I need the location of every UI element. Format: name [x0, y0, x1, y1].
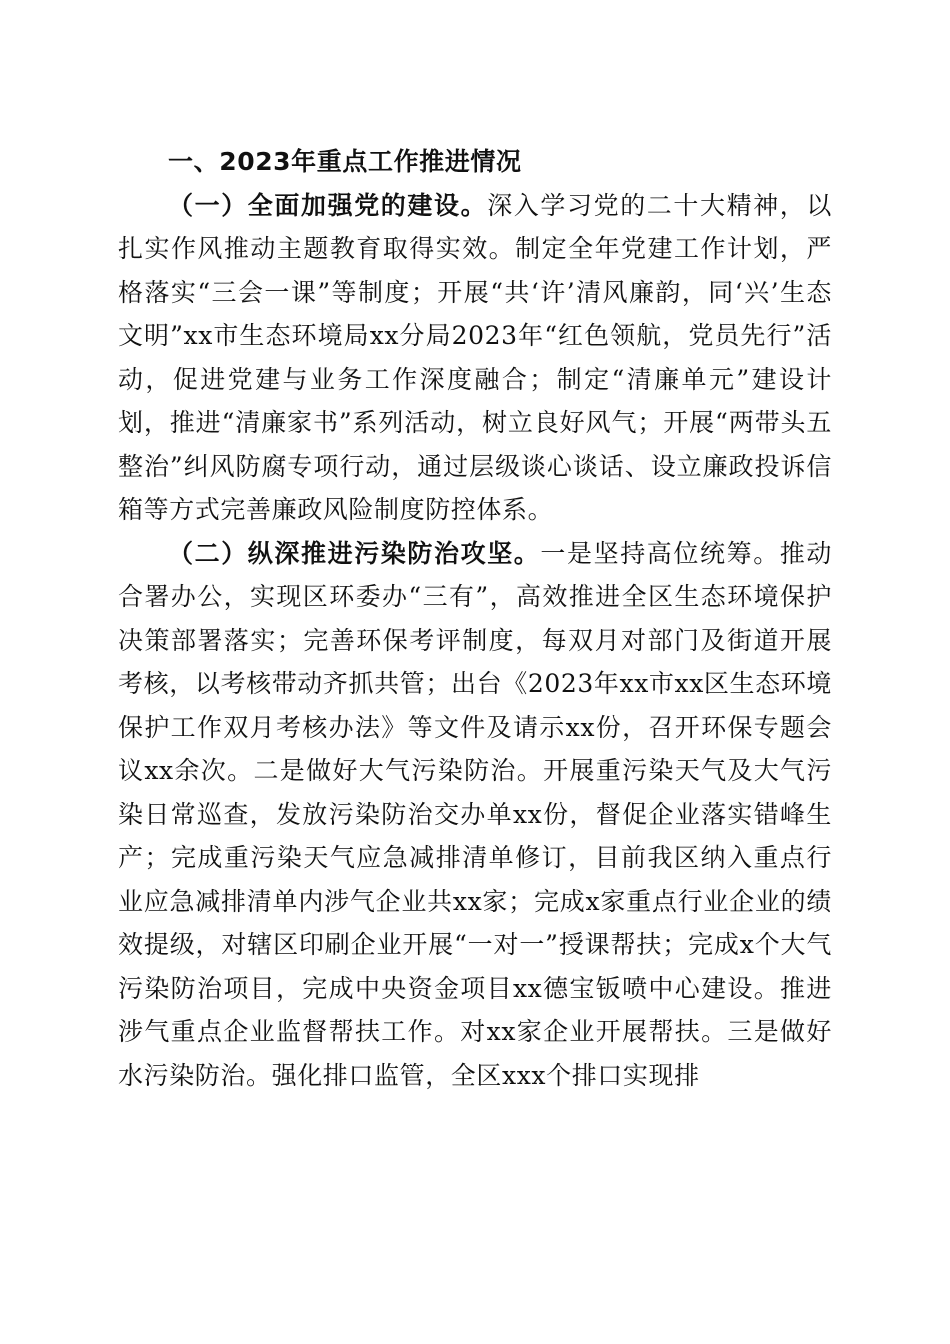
- paragraph-pollution-control: [118, 532, 832, 1098]
- paragraph-lead: （一）全面加强党的建设。: [168, 190, 488, 220]
- paragraph-text: 一是坚持高位统筹。推动合署办公，实现区环委办“三有”，高效推进全区生态环境保护决策部署落实；完善环保考评制度，每双月对部门及街道开展考核，以考核带动齐抓共管；出台《2023年xx市xx区生态环境保护工作双月考核办法》等文件及请示xx份，召开环保专题会议xx余次。二是做好大气污染防治。开展重污染天气及大气污染日常巡查，发放污染防治交办单xx份，督促企业落实错峰生产；完成重污染天气应急减排清单修订，目前我区纳入重点行业应急减排清单内涉气企业共xx家；完成x家重点行业企业的绩效提级，对辖区印刷企业开展“一对一”授课帮扶；完成x个大气污染防治项目，完成中央资金项目xx德宝钣喷中心建设。推进涉气重点企业监督帮扶工作。对xx家企业开展帮扶。三是做好水污染防治。强化排口监管，全区xxx个排口实现排: [118, 538, 833, 1090]
- paragraph-lead: （二）纵深推进污染防治攻坚。: [168, 538, 541, 568]
- document-body: [118, 140, 832, 1097]
- paragraph-party-building: [118, 184, 832, 532]
- section-heading: 一、2023年重点工作推进情况: [168, 147, 522, 176]
- paragraph-text: 深入学习党的二十大精神，以扎实作风推动主题教育取得实效。制定全年党建工作计划，严格落实“三会一课”等制度；开展“共‘许’清风廉韵，同‘兴’生态文明”xx市生态环境局xx分局2023年“红色领航，党员先行”活动，促进党建与业务工作深度融合；制定“清廉单元”建设计划，推进“清廉家书”系列活动，树立良好风气；开展“两带头五整治”纠风防腐专项行动，通过层级谈心谈话、设立廉政投诉信箱等方式完善廉政风险制度防控体系。: [118, 190, 832, 524]
